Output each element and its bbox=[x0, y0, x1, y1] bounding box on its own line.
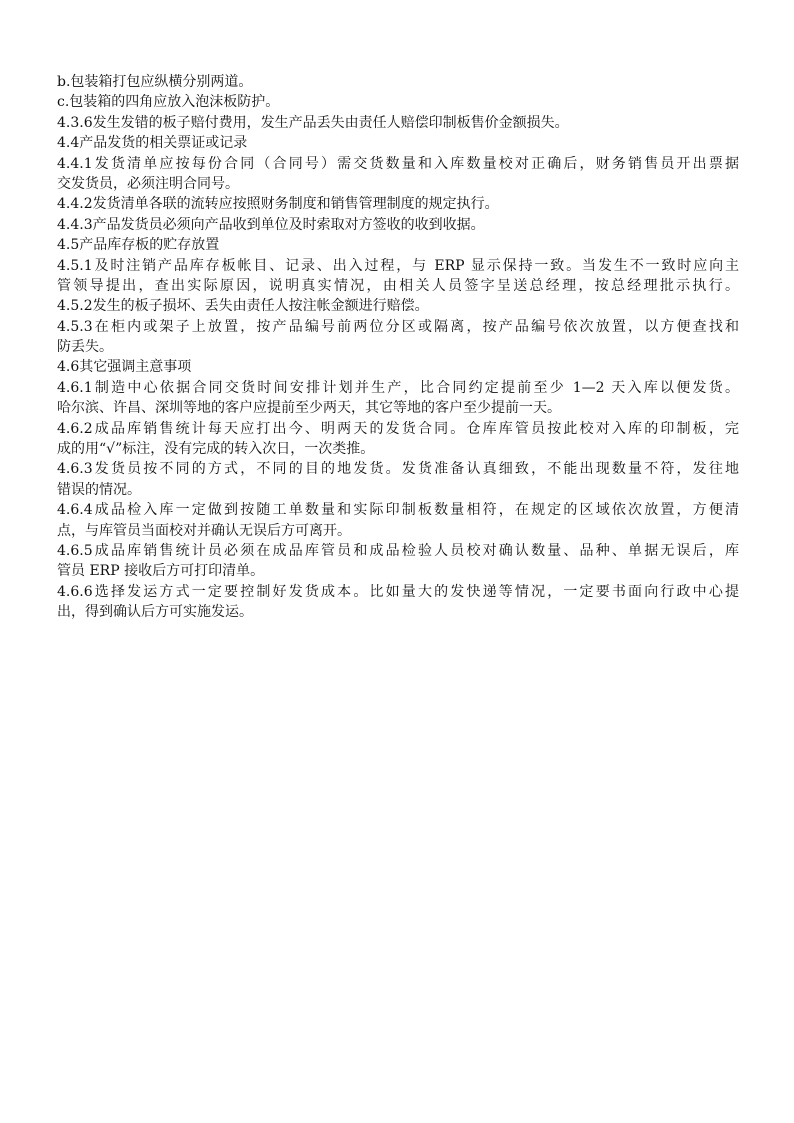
text-line: 防丢失。 bbox=[57, 339, 113, 356]
text-line: 管领导提出，查出实际原因，说明真实情况，由相关人员签字呈送总经理，按总经理批示执行。 bbox=[57, 277, 739, 294]
text-line: 4.6.3发货员按不同的方式，不同的目的地发货。发货准备认真细致，不能出现数量不符，发往地 bbox=[57, 461, 739, 478]
text-line: 4.5.1及时注销产品库存板帐目、记录、出入过程，与 ERP 显示保持一致。当发生不一致时应向主 bbox=[57, 257, 739, 274]
text-line: 4.6.5成品库销售统计员必须在成品库管员和成品检验人员校对确认数量、品种、单据无误后，库 bbox=[57, 542, 739, 559]
text-line: 4.4.2发货清单各联的流转应按照财务制度和销售管理制度的规定执行。 bbox=[57, 196, 499, 213]
document-page bbox=[57, 72, 739, 623]
text-line: 成的用“√”标注，没有完成的转入次日，一次类推。 bbox=[57, 441, 375, 458]
text-line: 4.4.3产品发货员必须向产品收到单位及时索取对方签收的收到收据。 bbox=[57, 216, 485, 233]
text-line: 4.4产品发货的相关票证或记录 bbox=[57, 135, 248, 152]
text-line: 点，与库管员当面校对并确认无误后方可离开。 bbox=[57, 522, 351, 539]
text-line: 4.4.1发货清单应按每份合同（合同号）需交货数量和入库数量校对正确后，财务销售员开出票据 bbox=[57, 155, 739, 172]
text-line: 4.6.6选择发运方式一定要控制好发货成本。比如量大的发快递等情况，一定要书面向行政中心提 bbox=[57, 583, 739, 600]
text-line: 4.5.3在柜内或架子上放置，按产品编号前两位分区或隔离，按产品编号依次放置，以方便查找和 bbox=[57, 318, 739, 335]
text-line: 出，得到确认后方可实施发运。 bbox=[57, 604, 253, 621]
text-line: 4.6.2成品库销售统计每天应打出今、明两天的发货合同。仓库库管员按此校对入库的印制板，完 bbox=[57, 420, 739, 437]
text-line: 交发货员，必须注明合同号。 bbox=[57, 175, 239, 192]
text-line: b.包装箱打包应纵横分别两道。 bbox=[57, 74, 253, 90]
text-line: 4.6.4成品检入库一定做到按随工单数量和实际印制板数量相符，在规定的区域依次放置，方便清 bbox=[57, 502, 739, 519]
text-line: 管员 ERP 接收后方可打印清单。 bbox=[57, 563, 265, 580]
text-line: 4.5.2发生的板子损坏、丢失由责任人按注帐金额进行赔偿。 bbox=[57, 298, 429, 315]
text-line: 哈尔滨、许昌、深圳等地的客户应提前至少两天，其它等地的客户至少提前一天。 bbox=[57, 400, 561, 417]
text-line: 错误的情况。 bbox=[57, 481, 141, 498]
text-line: c.包装箱的四角应放入泡沫板防护。 bbox=[57, 94, 280, 111]
text-line: 4.5产品库存板的贮存放置 bbox=[57, 237, 220, 254]
text-line: 4.6.1制造中心依据合同交货时间安排计划并生产，比合同约定提前至少 1—2 天入库以便发货。 bbox=[57, 379, 739, 396]
text-line: 4.3.6发生发错的板子赔付费用，发生产品丢失由责任人赔偿印制板售价金额损失。 bbox=[57, 114, 569, 131]
text-line: 4.6其它强调主意事项 bbox=[57, 359, 192, 376]
